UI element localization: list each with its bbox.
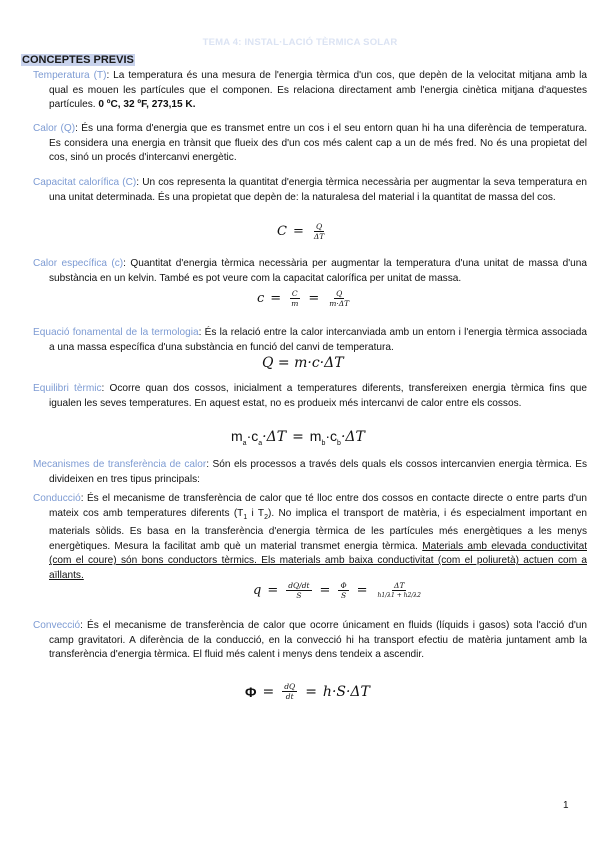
formula-calor-especifica: c = $\frac{C}{m}$ = $\frac{Q}{m\cdot\Delta T}$ [257,289,350,308]
term-calor-especifica: Calor específica (c) [33,258,124,269]
document-header: TEMA 4: INSTAL·LACIÓ TÈRMICA SOLAR [202,37,398,48]
page-number: 1 [563,800,569,811]
paragraph-mecanismes [33,458,587,487]
f4-right-sub1: b [321,439,326,447]
f2-lhs: c [257,291,265,306]
f1-lhs: C [277,224,287,239]
temperatura-values: 0 ºC, 32 ºF, 273,15 K. [98,99,196,111]
equilibri-text: : Ocorre quan dos cossos, inicialment a temperatures diferents, transfereixen energia tèrmica fins que igualen les seves temperatures. En aquest estat, no es produeix més intercanvi de calor entre els cossos. [49,383,587,409]
f2-num2: Q [336,289,343,298]
equacio-text: : És la relació entre la calor intercanviada amb un entorn i l'energia tèrmica associada a una massa específica d'una substància en funció del canvi de temperatura. [49,327,587,353]
temperatura-text: : La temperatura és una mesura de l'energia tèrmica d'un cos, que depèn de la velocitat mitjana amb la qual es mouen les partícules que el componen. Es relaciona directament amb l'energia cinètica mitjana d'aquestes partícules. [49,70,587,111]
formula-equacio: Q = m·c·ΔT [262,355,344,371]
capacitat-text: : Un cos representa la quantitat d'energia tèrmica necessària per augmentar la seva temperatura en una unitat determinada. És una propietat que depèn de: la naturalesa del material i la quantitat de massa del cos. [49,177,587,203]
conduccio-underlined: Materials amb elevada conductivitat (com el coure) són bons conductors tèrmics. Els materials amb baixa conductivitat (com el poliuretà) actuen com a aïllants. [49,540,587,581]
conduccio-text-c: ). No implica el transport de matèria, i és especialment important en materials sòlids. Es basa en la transferència d'energia tèrmica de les partícules més energètiques a les menys energètiques. Mesura la facilitat amb què un material transmet energia tèrmica. [49,507,587,552]
paragraph-calor-especifica [33,257,587,286]
f4-right-sub2: b [337,439,341,447]
f5-den2: S [340,591,347,600]
f4-left-tail: ·ΔT [262,429,287,446]
f4-left-sub2: a [258,439,263,447]
f2-den1: m [291,299,299,308]
f2-num1: C [291,289,298,298]
conduccio-text-a: : És el mecanisme de transferència de calor que té lloc entre dos cossos en contacte directe o entre parts d'un mateix cos amb temperatures diferents (T [49,493,587,519]
conveccio-text: : És el mecanisme de transferència de calor que ocorre únicament en fluids (líquids i gasos) sota l'acció d'un camp gravitatori. A diferència de la conducció, en la convecció hi ha transport efectiu de matèria juntament amb la transferència d'energia tèrmica. El fluid més calent i menys dens tendeix a ascendir. [49,620,587,661]
f6-lhs: Φ [245,683,257,700]
formula-conduccio: q = $\frac{dQ/dt}{S}$ = $\frac{\Phi}{S}$ = $\frac{\Delta T}{h1/\lambda 1 + h2/\lambda 2}$ [253,581,421,600]
f4-left-mid: ·c [246,428,259,444]
f1-num: Q [315,222,323,231]
f5-num1: dQ/dt [288,581,310,590]
calor-especifica-text: : Quantitat d'energia tèrmica necessària per augmentar la temperatura d'una unitat de massa d'una substància en un kelvin. També es pot veure com la capacitat calorífica per unitat de massa. [49,258,587,284]
f5-num2: Φ [340,581,347,590]
paragraph-capacitat [33,176,587,205]
paragraph-calor [33,122,587,166]
mecanismes-text: : Són els processos a través dels quals els cossos intercanvien energia tèrmica. Es divideixen en tres tipus principals: [49,459,588,485]
f4-left-m: m [231,428,243,444]
f5-den3: h1/λ1 + h2/λ2 [377,592,421,599]
f6-den: dt [285,692,294,701]
term-equilibri: Equilibri tèrmic [33,383,102,394]
f5-den1: S [296,591,302,600]
paragraph-equacio [33,326,587,355]
paragraph-equilibri [33,382,587,411]
f4-right-tail: ·ΔT [340,429,365,446]
f6-num: dQ [284,682,296,691]
f1-den: ΔT [313,232,325,241]
f4-left-sub1: a [242,439,247,447]
f4-right-m: m [309,428,322,444]
formula-conveccio: Φ = $\frac{dQ}{dt}$ = h·S·ΔT [245,682,370,701]
conduccio-text-b: i T [247,507,265,519]
conduccio-sub2: 2 [264,513,269,521]
f5-lhs: q [253,583,262,598]
formula-capacitat: C = $\frac{Q}{\Delta T}$ [277,222,325,241]
term-mecanismes: Mecanismes de transferència de calor [33,459,207,470]
formula-equilibri: $m_a\cdot c_a$ ·ΔT = $m_b\cdot c_b$ ·ΔT [231,428,365,447]
term-equacio: Equació fonamental de la termologia [33,327,199,338]
paragraph-conveccio [33,619,587,663]
term-conveccio: Convecció [33,620,81,631]
term-temperatura: Temperatura (T) [33,70,107,81]
f6-rhs: h·S·ΔT [322,683,370,700]
conduccio-sub1: 1 [243,513,248,521]
paragraph-conduccio [33,492,587,584]
f5-num3: ΔT [394,581,405,590]
term-calor: Calor (Q) [33,123,76,134]
f2-den2: m·ΔT [329,299,350,308]
f4-right-mid: ·c [325,428,338,444]
paragraph-temperatura [33,69,587,113]
calor-text: : És una forma d'energia que es transmet entre un cos i el seu entorn quan hi ha una diferència de temperatura. Es considera una energia en trànsit que flueix des d'un cos més calent cap a un de més fred. No és una propietat del cos, sinó un procés d'intercanvi energètic. [49,123,587,164]
term-conduccio: Conducció [33,493,81,504]
section-title: CONCEPTES PREVIS [22,54,134,66]
term-capacitat: Capacitat calorífica (C) [33,177,137,188]
